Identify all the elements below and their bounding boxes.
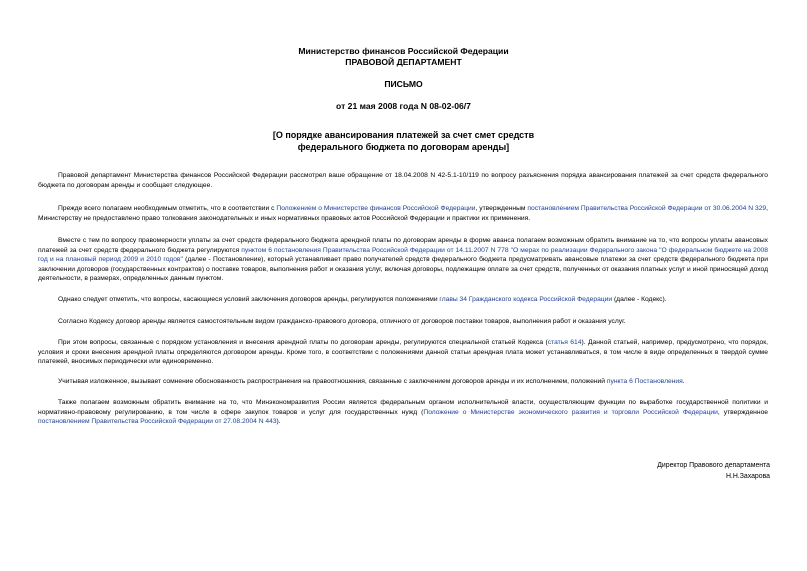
link-government-decree-329[interactable]: постановлением Правительства Российской Федерации от 30.06.2004 N 329 — [527, 205, 767, 212]
paragraph-8-text-b: , утвержденное — [717, 408, 769, 416]
paragraph-5-text: Согласно Кодексу договор аренды является самостоятельным видом гражданско-правового договора, отличного от договоров поставки товаров, выполнения работ и оказания услуг. — [58, 318, 626, 325]
paragraph-2-text-b: , утвержденным — [475, 205, 528, 212]
document-title-line-1: [О порядке авансирования платежей за счет смет средств — [272, 130, 535, 140]
paragraph-1-text: Правовой департамент Министерства финансов Российской Федерации рассмотрел ваше обращение от 18.04.2008 N 42-5.1-10/119 по вопросу разъяснения порядка авансирования платежей за счет средств федерального бюджета по договорам аренды и сообщает следующее. — [38, 172, 768, 189]
document-type: ПИСЬМО — [384, 79, 423, 89]
link-decree-778-point-6[interactable]: пунктом 6 постановления Правительства Российской Федерации от 14.11.2007 N 778 "О мерах по реализации Федерального закона "О федеральном бюджете на 2008 год и на плановый период 2009 и 2010 годов" — [38, 246, 769, 264]
link-ministry-economic-development-regulation[interactable]: Положение о Министерстве экономического развития и торговли Российской Федерации — [423, 408, 718, 416]
link-ministry-regulation[interactable]: Положением о Министерстве финансов Российской Федерации — [276, 205, 476, 212]
link-government-decree-443[interactable]: постановлением Правительства Российской Федерации от 27.08.2004 N 443 — [38, 418, 277, 426]
link-civil-code-chapter-34[interactable]: главы 34 Гражданского кодекса Российской Федерации — [439, 296, 613, 303]
paragraph-4-text-a: Однако следует отметить, что вопросы, касающиеся условий заключения договоров аренды, регулируются положениями — [58, 296, 440, 303]
link-point-6-decree[interactable]: пункта 6 Постановления — [606, 378, 683, 385]
paragraph-7 — [38, 377, 768, 387]
paragraph-6-text-b: ). Данной статьей, например, предусмотрено, что порядок, условия и сроки внесения арендной платы определяются договором аренды. Кроме того, в соответствии с положениями данной статьи арендная плата может устанавливаться, в том числе в виде определенных в твердой сумме платежей, вносимых периодически или единовременно. — [38, 339, 768, 366]
signature-position: Директор Правового департамента — [657, 462, 770, 469]
paragraph-3-text-a: Вместе с тем по вопросу правомерности уплаты за счет средств федерального бюджета арендной платы по договорам аренды в форме аванса полагаем возможным обратить внимание на то, что вопросы уплаты авансовых платежей за счет средств федерального бюджета регулируются — [38, 237, 768, 254]
paragraph-7-text-b: . — [682, 378, 685, 385]
paragraph-3-text-b: (далее - Постановление), который устанавливает право получателей средств федерального бюджета предусматривать авансовые платежи за счет средств федерального бюджета при заключении договоров (государственных контрактов) о поставке товаров, выполнения работ и оказания услуг, включая договоры, подлежащие оплате за счет средств, полученных от оказания платных услуг и иной приносящей доход деятельности, в размерах, определенных данным пунктом. — [38, 256, 768, 283]
ministry-name: Министерство финансов Российской Федерации — [298, 46, 509, 56]
paragraph-7-text-a: Учитывая изложенное, вызывает сомнение обоснованность распространения на правоотношения, связанные с заключением договоров аренды и их исполнением, положений — [58, 378, 607, 385]
paragraph-6-text-a: При этом вопросы, связанные с порядком установления и внесения арендной платы по договорам аренды, регулируются специальной статьей Кодекса ( — [58, 339, 548, 346]
link-article-614[interactable]: статья 614 — [547, 339, 582, 346]
paragraph-1 — [38, 171, 768, 190]
document-date-number: от 21 мая 2008 года N 08-02-06/7 — [336, 101, 471, 111]
paragraph-6 — [38, 338, 768, 367]
document-title-line-2: федерального бюджета по договорам аренды] — [297, 142, 510, 152]
paragraph-8 — [38, 398, 768, 427]
paragraph-4 — [38, 295, 768, 305]
paragraph-8-text-c: ). — [276, 418, 281, 426]
paragraph-2 — [38, 204, 768, 223]
paragraph-2-text-c: , Министерству не предоставлено право толкования законодательных и иных нормативных правовых актов Российской Федерации и практики их применения. — [38, 205, 768, 222]
paragraph-2-text-a: Прежде всего полагаем необходимым отметить, что в соответствии с — [58, 205, 277, 212]
paragraph-8-text-a: Также полагаем возможным обратить внимание на то, что Минэкономразвития России является федеральным органом исполнительной власти, осуществляющим функции по выработке государственной политики и нормативно-правовому регулированию, в том числе в сфере закупок товаров и услуг для государственных нужд ( — [38, 399, 768, 416]
signature-name: Н.Н.Захарова — [725, 473, 770, 480]
paragraph-5 — [38, 317, 768, 327]
paragraph-4-text-b: (далее - Кодекс). — [612, 296, 667, 303]
paragraph-3 — [38, 236, 768, 284]
department-name: ПРАВОВОЙ ДЕПАРТАМЕНТ — [345, 57, 462, 67]
